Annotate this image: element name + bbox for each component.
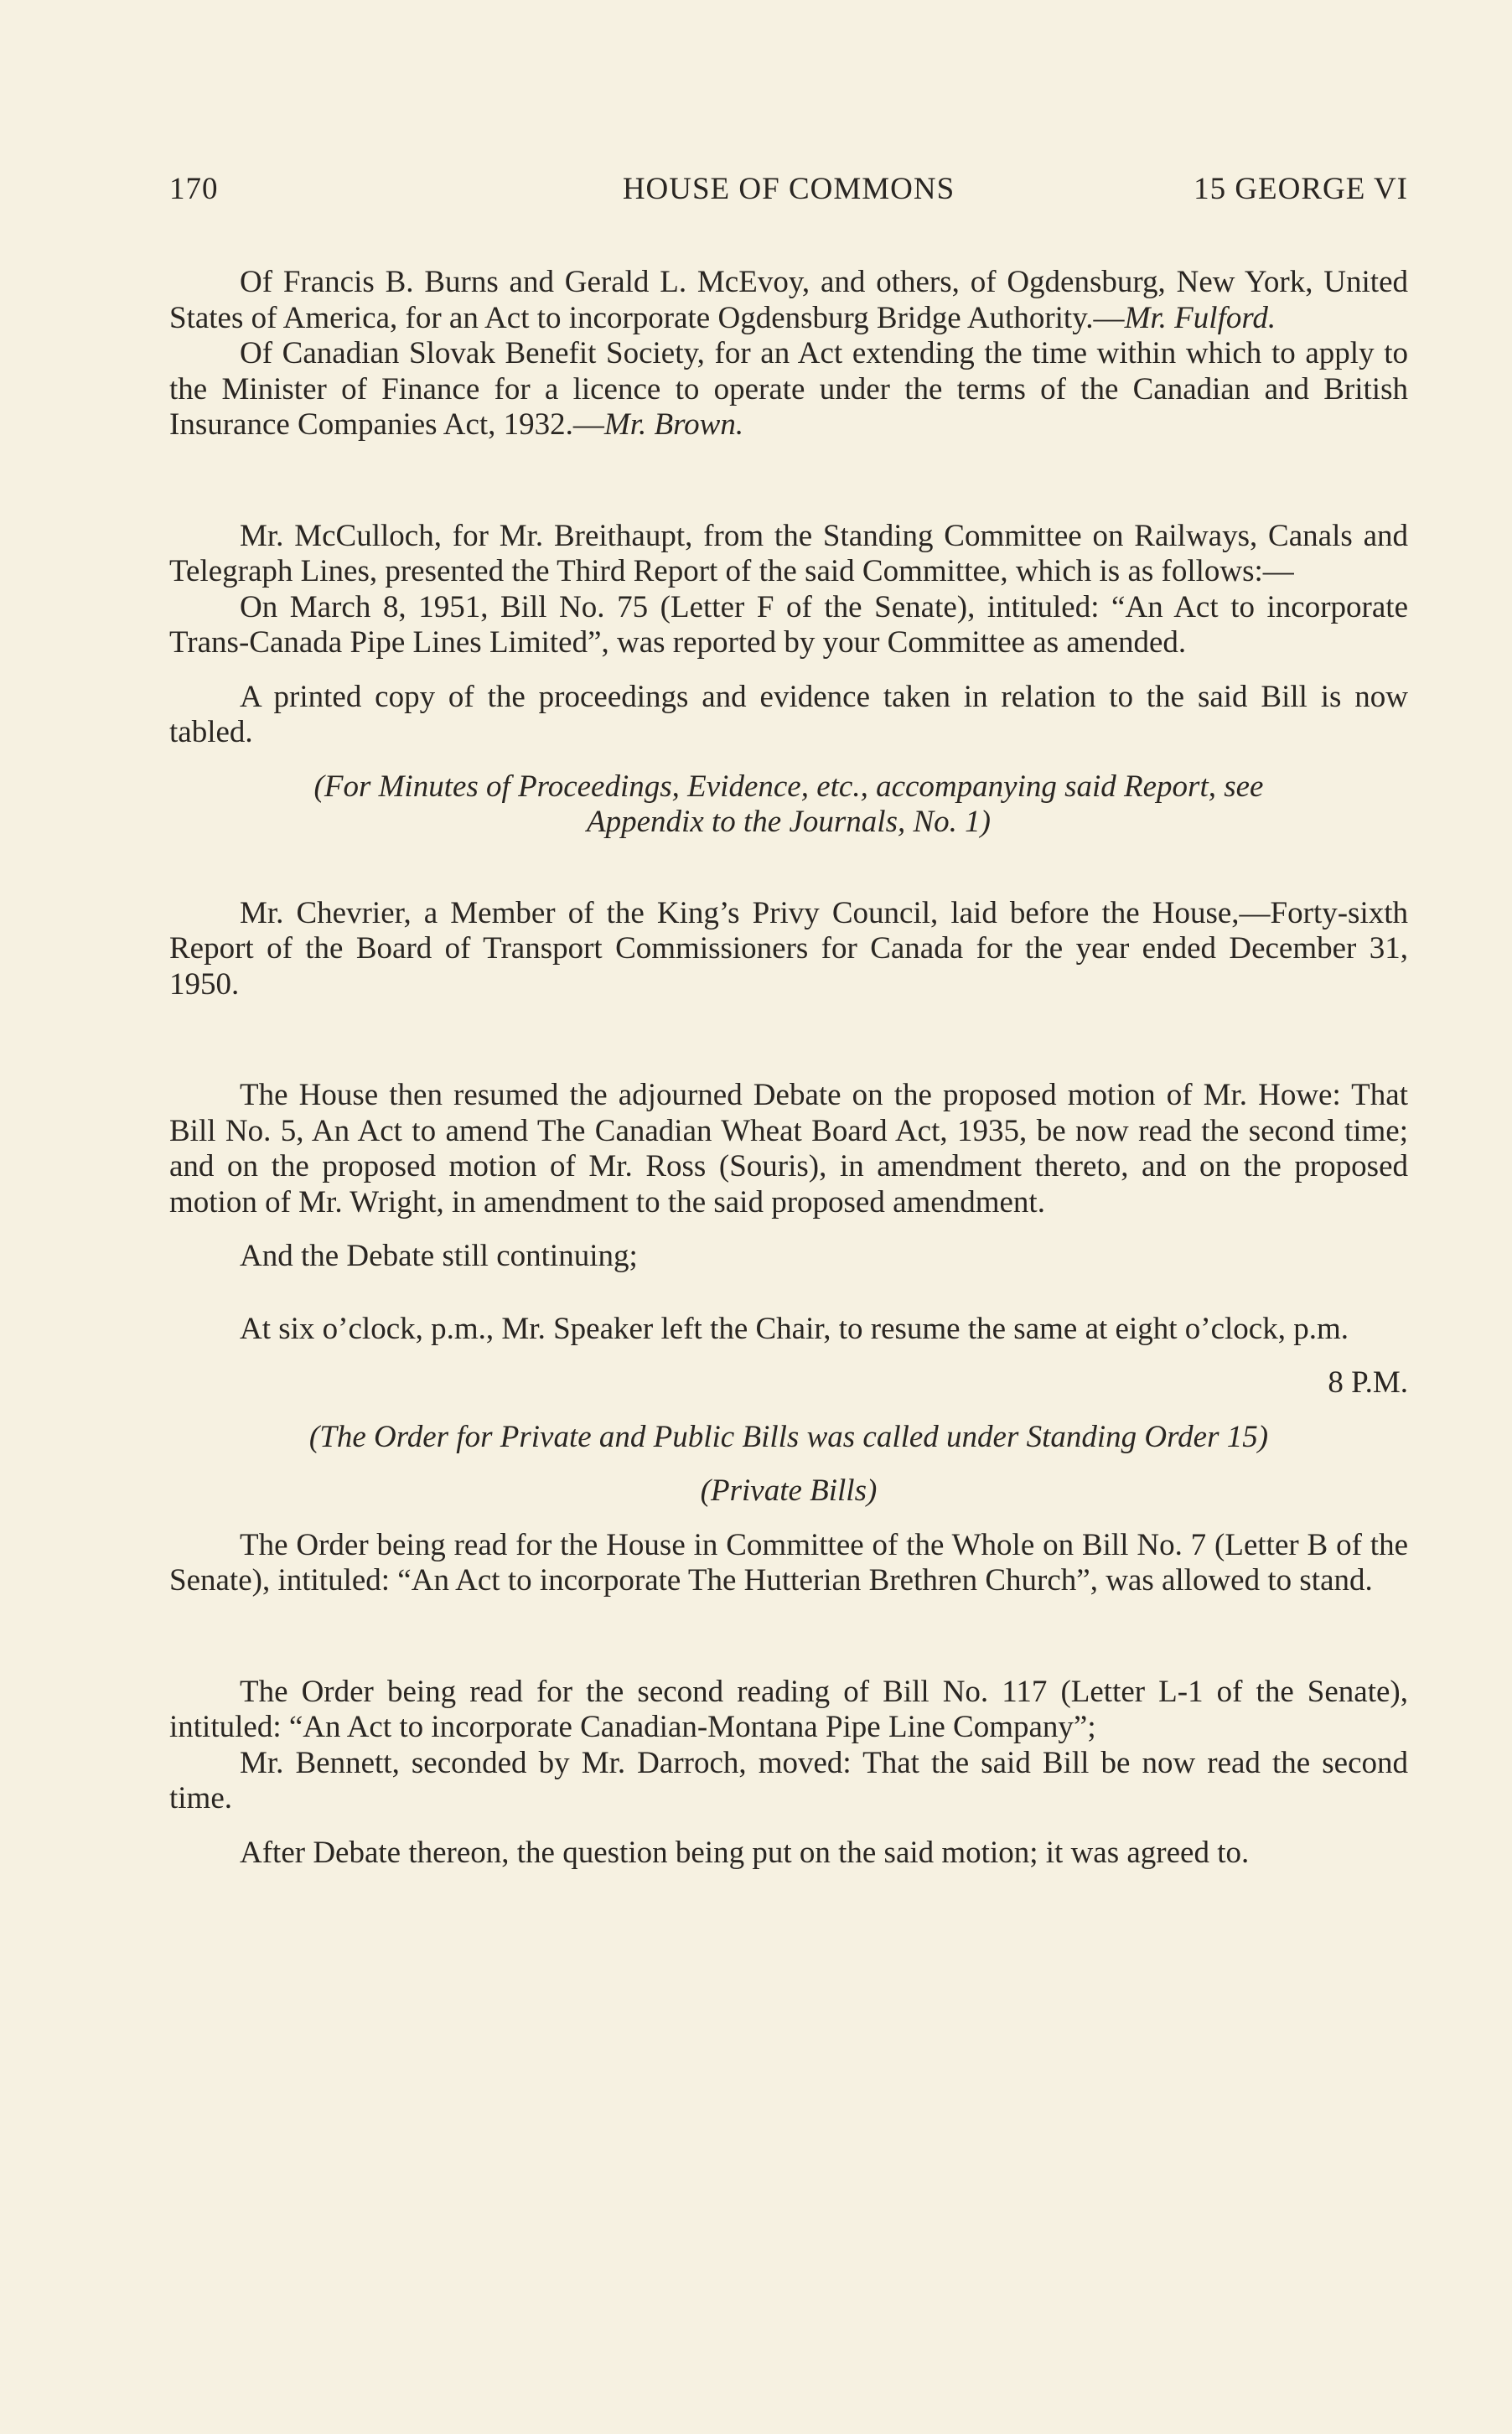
private-bills-heading: (Private Bills) (700, 1473, 878, 1508)
page-body (169, 265, 1408, 1871)
time-mark: 8 P.M. (1328, 1365, 1408, 1400)
petition-ogdensburg-member: Mr. Fulford. (1124, 300, 1276, 335)
petition-ogdensburg-text: Of Francis B. Burns and Gerald L. McEvoy, and others, of Ogdensburg, New York, United States of America, for an Act to incorporate Ogdensburg Bridge Authority.— (169, 265, 1408, 335)
minutes-note: (For Minutes of Proceedings, Evidence, etc., accompanying said Report, see (313, 769, 1264, 804)
hutterian-bill-order: The Order being read for the House in Committee of the Whole on Bill No. 7 (Letter B of the Senate), intituled: “An Act to incorporate The Hutterian Brethren Church”, was allowed to stand. (169, 1527, 1408, 1598)
committee-report-tabled: A printed copy of the proceedings and evidence taken in relation to the said Bill is now tabled. (169, 679, 1408, 749)
petition-slovak-member: Mr. Brown. (603, 407, 744, 442)
wheat-board-debate: The House then resumed the adjourned Debate on the proposed motion of Mr. Howe: That Bill No. 5, An Act to amend The Canadian Wheat Board Act, 1935, be now read the second time; and on the proposed motion of Mr. Ross (Souris), in amendment thereto, and on the proposed motion of Mr. Wright, in amendment to the said proposed amendment. (169, 1078, 1408, 1220)
order-note: (The Order for Private and Public Bills was called under Standing Order 15) (308, 1419, 1269, 1454)
regnal-year: 15 GEORGE VI (1194, 172, 1408, 206)
committee-report-intro: Mr. McCulloch, for Mr. Breithaupt, from the Standing Committee on Railways, Canals and Telegraph Lines, presented the Third Report of the said Committee, which is as follows:— (169, 518, 1408, 588)
petition-slovak-text: Of Canadian Slovak Benefit Society, for an Act extending the time within which to apply to the Minister of Finance for a licence to operate under the terms of the Canadian and British Insurance Companies Act, 1932.— (169, 336, 1408, 442)
appendix-note: Appendix to the Journals, No. 1) (587, 805, 991, 839)
running-head (169, 171, 1408, 213)
petition-ogdensburg (169, 265, 1408, 336)
motion-agreed: After Debate thereon, the question being put on the said motion; it was agreed to. (240, 1835, 1250, 1870)
transport-report: Mr. Chevrier, a Member of the King’s Privy Council, laid before the House,—Forty-sixth Report of the Board of Transport Commissioners for Canada for the year ended December 31, 1950. (169, 895, 1408, 1002)
debate-continuing: And the Debate still continuing; (240, 1239, 638, 1273)
committee-report-bill-75: On March 8, 1951, Bill No. 75 (Letter F of the Senate), intituled: “An Act to incorporate Trans-Canada Pipe Lines Limited”, was reported by your Committee as amended. (169, 589, 1408, 660)
bennett-motion: Mr. Bennett, seconded by Mr. Darroch, moved: That the said Bill be now read the second time. (169, 1745, 1408, 1815)
petition-slovak-society (169, 336, 1408, 443)
speaker-left-chair: At six o’clock, p.m., Mr. Speaker left the Chair, to resume the same at eight o’clock, p.m. (240, 1311, 1349, 1346)
page-number: 170 (169, 172, 219, 206)
running-title: HOUSE OF COMMONS (622, 172, 955, 206)
montana-pipe-line-order: The Order being read for the second reading of Bill No. 117 (Letter L-1 of the Senate), intituled: “An Act to incorporate Canadian-Montana Pipe Line Company”; (169, 1674, 1408, 1744)
